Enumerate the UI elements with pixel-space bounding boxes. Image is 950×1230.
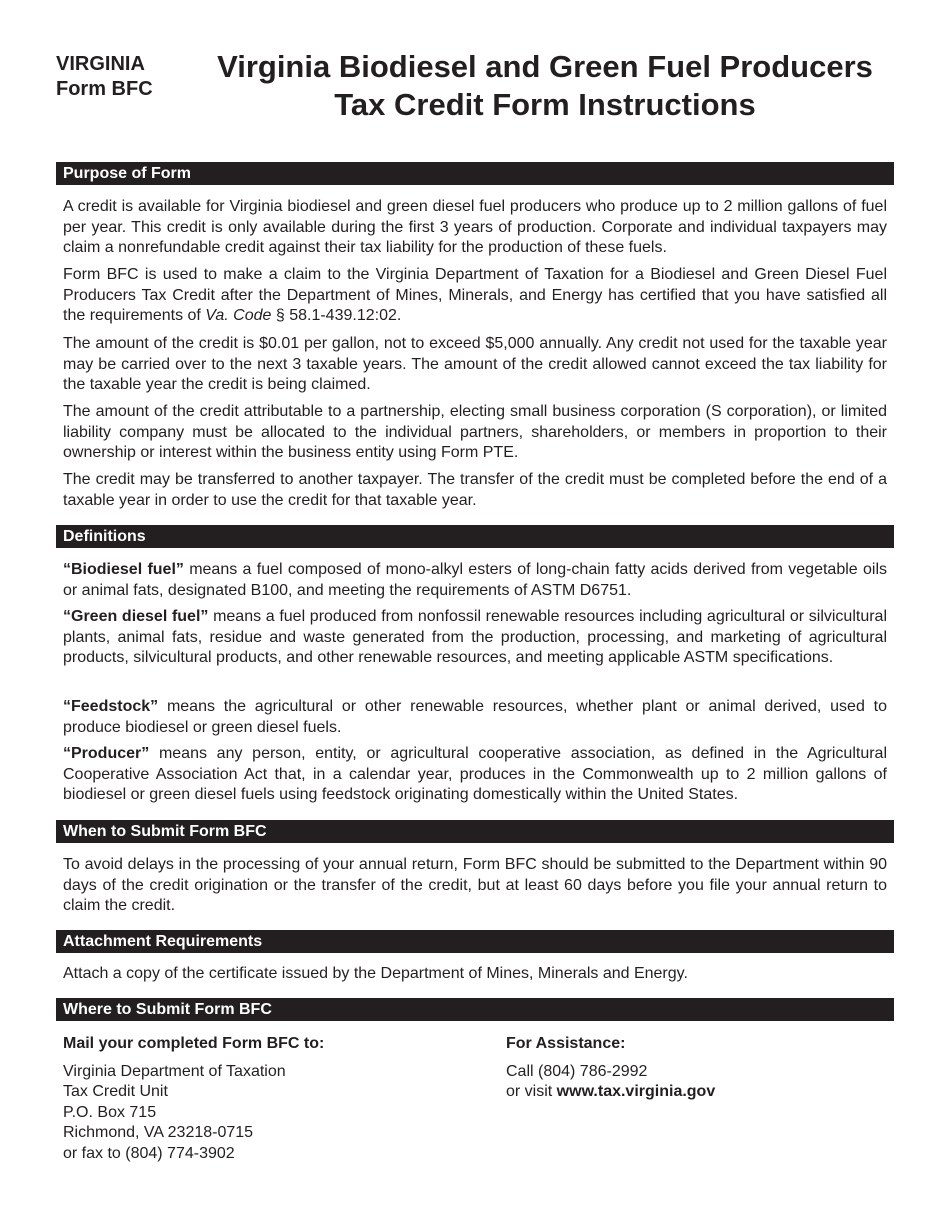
when-paragraph: To avoid delays in the processing of your annual return, Form BFC should be submitted to the Department within 90 days of the credit origination or the transfer of the credit, but at least 60 days before you file your annual return to claim the credit. [63, 856, 887, 914]
purpose-heading: Purpose of Form [56, 162, 894, 185]
definition-feedstock: “Feedstock” means the agricultural or other renewable resources, whether plant or animal derived, used to produce biodiesel or green diesel fuels. [63, 698, 887, 736]
definition-term: “Biodiesel fuel” [63, 561, 184, 578]
definition-term: “Green diesel fuel” [63, 608, 209, 625]
definition-producer: “Producer” means any person, entity, or agricultural cooperative association, as defined in the Agricultural Cooperative Association Act that, in a calendar year, produces in the Commonwealth up to 2 million gallons of biodiesel or green diesel fuels using feedstock originating domestically within the United States. [63, 745, 887, 803]
mail-heading: Mail your completed Form BFC to: [63, 1035, 325, 1052]
definition-green-diesel: “Green diesel fuel” means a fuel produced from nonfossil renewable resources including agricultural or silvicultural plants, animal fats, residue and waste generated from the production, processing, and marketing of agricultural products, silvicultural products, and other renewable resources, and meeting applicable ASTM specifications. [63, 608, 887, 666]
definition-term: “Feedstock” [63, 698, 159, 715]
definition-term: “Producer” [63, 745, 150, 762]
title-line-1: Virginia Biodiesel and Green Fuel Producers [217, 49, 873, 84]
purpose-paragraph-3: The amount of the credit is $0.01 per gallon, not to exceed $5,000 annually. Any credit not used for the taxable year may be carried over to the next 3 taxable years. The amount of the credit allowed cannot exceed the tax liability for the taxable year the credit is being claimed. [63, 335, 887, 393]
attachment-paragraph: Attach a copy of the certificate issued by the Department of Mines, Minerals and Energy. [63, 965, 688, 982]
mail-line: Richmond, VA 23218-0715 [63, 1124, 254, 1141]
purpose-paragraph-5: The credit may be transferred to another taxpayer. The transfer of the credit must be completed before the end of a taxable year in order to use the credit for that taxable year. [63, 471, 887, 509]
form-state: VIRGINIA [56, 53, 145, 75]
form-code: Form BFC [56, 78, 153, 100]
website-line: or visit www.tax.virginia.gov [506, 1083, 716, 1100]
fax-line: or fax to (804) 774-3902 [63, 1144, 235, 1162]
purpose-paragraph-2: Form BFC is used to make a claim to the Virginia Department of Taxation for a Biodiesel and Green Diesel Fuel Producers Tax Credit after the Department of Mines, Minerals, and Energy has certified that you have satisfied all the requirements of Va. Code § 58.1-439.12:02. [63, 266, 887, 324]
where-heading: Where to Submit Form BFC [56, 998, 894, 1021]
attachment-heading: Attachment Requirements [56, 930, 894, 953]
mail-line: Virginia Department of Taxation [63, 1062, 286, 1080]
purpose-paragraph-1: A credit is available for Virginia biodiesel and green diesel fuel producers who produce up to 2 million gallons of fuel per year. This credit is only available during the first 3 years of production. Corporate and individual taxpayers may claim a nonrefundable credit against their tax liability for the production of these fuels. [63, 198, 887, 256]
phone-line: Call (804) 786-2992 [506, 1062, 648, 1080]
page-title [200, 48, 890, 124]
mail-line: P.O. Box 715 [63, 1103, 157, 1121]
title-line-2: Tax Credit Form Instructions [334, 87, 756, 122]
form-identifier [56, 52, 153, 102]
when-heading: When to Submit Form BFC [56, 820, 894, 843]
assistance-block [506, 1034, 886, 1103]
mail-address-block [63, 1034, 463, 1164]
definition-biodiesel: “Biodiesel fuel” means a fuel composed of mono-alkyl esters of long-chain fatty acids derived from vegetable oils or animal fats, designated B100, and meeting the requirements of ASTM D6751. [63, 561, 887, 599]
website-link[interactable]: www.tax.virginia.gov [556, 1083, 716, 1100]
definitions-heading: Definitions [56, 525, 894, 548]
purpose-paragraph-4: The amount of the credit attributable to a partnership, electing small business corporation (S corporation), or limited liability company must be allocated to the individual partners, shareholders, or members in proportion to their ownership or interest within the business entity using Form PTE. [63, 403, 887, 461]
mail-line: Tax Credit Unit [63, 1083, 168, 1100]
assistance-heading: For Assistance: [506, 1035, 626, 1052]
